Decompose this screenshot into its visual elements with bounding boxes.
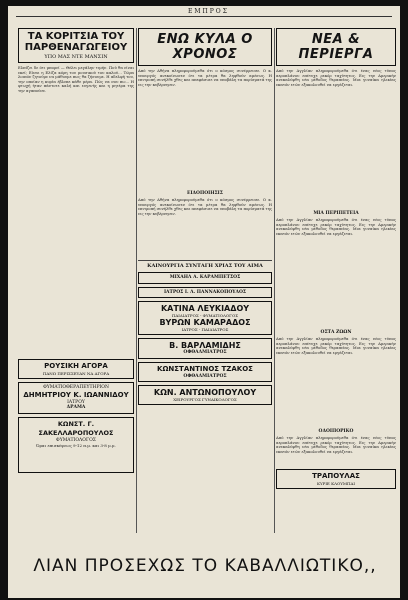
ad-varlamidis	[138, 338, 272, 359]
column-rule-2	[274, 28, 275, 533]
ad-kamaradios-role: ΙΑΤΡΟΣ - ΠΑΙΔΙΑΤΡΟΣ	[181, 327, 229, 332]
ad-varlamidis-role: ΟΦΘΑΛΜΙΑΤΡΟΣ	[183, 350, 227, 355]
ad-antonopoulou-name: ΚΩΝ. ΑΝΤΩΝΟΠΟΥΛΟΥ	[153, 388, 257, 397]
right-text: Από την Αγγλίαν πληροφορούμεθα ότι ένας νέος τύπος αεροπλάνου επέτυχε ρεκόρ ταχύτητος. Εις την Αμερικήν ανεκαλύφθη νέα μέθοδος θεραπείας. Μια γυναίκα ηλικίας εκατόν ετών εξακολουθεί να εργάζεται.	[276, 69, 396, 87]
header-rule	[16, 16, 392, 17]
ad-antonopoulou-role: ΧΕΙΡΟΥΡΓΟΣ ΓΥΝΑΙΚΟΛΟΓΟΣ	[173, 397, 237, 402]
ad-russian-market-sub: ΠΑΝΩ ΠΕΡΙΣΣΕΥΑΝ ΝΑ ΑΓΟΡΑ	[42, 371, 110, 376]
ad-ioannidis	[18, 382, 134, 414]
ad-ioannidis-role: ΙΑΤΡΟΥ	[67, 399, 85, 405]
footer-announcement: ΛΙΑΝ ΠΡΟΣΕΧΩΣ ΤΟ ΚΑΒΑΛΛΙΩΤΙΚΟ,,	[33, 556, 377, 576]
middle-column	[138, 28, 272, 405]
middle-text-2: Από την Αθήνα πληροφορούμεθα ότι ο κόσμος συνέρρευσε. Ο κ. υπουργός ανεκοίνωσεν ότι τα μέτρα θα ληφθούν αμέσως. Η επιτροπή συνήλθε χθες και απεφάσισε να υποβάλη τα πορίσματά της εις την κυβέρνησιν.	[138, 198, 272, 216]
ad-ioannidis-city: ΔΡΑΜΑ	[66, 405, 86, 410]
ad-tzakos	[138, 362, 272, 383]
middle-rule	[138, 260, 272, 261]
ad-tzakos-role: ΟΦΘΑΛΜΙΑΤΡΟΣ	[183, 373, 227, 379]
middle-banner: ΕΝΩ ΚΥΛΑ Ο ΧΡΟΝΟΣ	[138, 28, 272, 66]
ad-trapoulas-title: ΤΡΑΠΟΥΛΑΣ	[312, 472, 360, 480]
right-subhead-1: ΜΙΑ ΠΕΡΙΠΕΤΕΙΑ	[313, 211, 359, 216]
ad-lefkiadou	[138, 301, 272, 335]
ad-trapoulas-text: ΚΥΡΙΕ ΚΛΟΥΜΠΑΙ	[317, 481, 355, 486]
ad-ioannidis-title: ΔΗΜΗΤΡΙΟΥ Κ. ΙΩΑΝΝΙΔΟΥ	[23, 390, 129, 399]
middle-subhead: ΕΙΔΟΠΟΙΗΣΙΣ	[187, 191, 223, 196]
ad-russian-market	[18, 359, 134, 379]
serial-text: Ελπίζει δε ότι μπορεί — Θέλει μεγάλην τιμήν. Πού θα είναι εκεί; Είναι η Ελίζα κόρη του μουσικού του καλού... Τώρα λοιπόν ζητούμε να μάθουμε πως θα ζήσουμε. Η αδελφή του, την οποίαν η κυρία έβλεπε κάθε μέρα. Πώς να σου πω... Η φτωχή ήταν πάντοτε καλή και ευγενής και η μητέρα της την αγαπούσε.	[18, 66, 134, 93]
ad-russian-market-title: ΡΟΥΣΙΚΗ ΑΓΟΡΑ	[44, 362, 108, 370]
right-column	[276, 28, 396, 489]
ad-trapoulas	[276, 469, 396, 489]
ad-sakellaropoulos-title: ΚΩΝΣΤ. Γ. ΣΑΚΕΛΛΑΡΟΠΟΥΛΟΣ	[38, 419, 114, 437]
ad-tzakos-name: ΚΩΝΣΤΑΝΤΙΝΟΣ ΤΖΑΚΟΣ	[157, 364, 253, 373]
serial-subtitle: ΥΠΟ ΜΑΣ ΝΤΕ ΜΑΝΣΙΝ	[44, 54, 108, 60]
newspaper-page	[8, 6, 400, 598]
ad-sakellaropoulos-sub: ΦΥΜΑΤΙΟΛΟΓΟΣ	[56, 437, 96, 443]
ad-sakellaropoulos	[18, 417, 134, 473]
right-subhead-2: ΟΣΤΑ ΖΩΩΝ	[320, 330, 352, 335]
middle-headline: ΚΑΙΝΟΥΡΓΙΑ ΣΥΝΤΑΓΗ ΧΡΙΑΣ ΤΟΥ ΑΙΜΑ	[147, 263, 263, 269]
ad-lefkiadou-role: ΠΑΙΔΙΑΤΡΟΣ - ΦΥΜΑΤΙΟΛΟΓΟΣ	[171, 313, 239, 318]
left-column	[18, 28, 134, 473]
ad-pannakopoulos-name: ΙΑΤΡΟΣ Ι. Λ. ΠΑΝΝΑΚΟΠΟΥΛΟΣ	[163, 289, 247, 295]
ad-karampetsos-name: ΜΙΧΑΗΛ Α. ΚΑΡΑΜΠΕΤΣΟΣ	[169, 275, 241, 280]
ad-lefkiadou-name: ΚΑΤΙΝΑ ΛΕΥΚΙΑΔΟΥ	[160, 304, 250, 313]
right-text-3: Από την Αγγλίαν πληροφορούμεθα ότι ένας νέος τύπος αεροπλάνου επέτυχε ρεκόρ ταχύτητος. Εις την Αμερικήν ανεκαλύφθη νέα μέθοδος θεραπείας. Μια γυναίκα ηλικίας εκατόν ετών εξακολουθεί να εργάζεται.	[276, 337, 396, 355]
serial-title: ΤΑ ΚΟΡΙΤΣΙΑ ΤΟΥ ΠΑΡΘΕΝΑΓΩΓΕΙΟΥ	[24, 31, 128, 53]
ad-sakellaropoulos-text: Ώραι επισκέψεως 9-12 π.μ. και 3-8 μ.μ.	[36, 443, 116, 448]
ad-ioannidis-sub: ΦΥΜΑΤΙΟΘΕΡΑΠΕΥΤΗΡΙΟΝ	[43, 385, 109, 390]
ad-kamaradios-name: ΒΥΡΩΝ ΚΑΜΑΡΑΔΟΣ	[159, 318, 251, 327]
ad-karampetsos	[138, 272, 272, 284]
right-subhead-3: ΟΔΟΙΠΟΡΙΚΟ	[318, 429, 354, 434]
ad-pannakopoulos	[138, 287, 272, 299]
serial-title-box	[18, 28, 134, 63]
running-head: ΕΜΠΡΟΣ	[188, 8, 229, 15]
ad-varlamidis-name: Β. ΒΑΡΛΑΜΙΔΗΣ	[169, 341, 241, 350]
right-banner: ΝΕΑ & ΠΕΡΙΕΡΓΑ	[276, 28, 396, 66]
right-text-2: Από την Αγγλίαν πληροφορούμεθα ότι ένας νέος τύπος αεροπλάνου επέτυχε ρεκόρ ταχύτητος. Εις την Αμερικήν ανεκαλύφθη νέα μέθοδος θεραπείας. Μια γυναίκα ηλικίας εκατόν ετών εξακολουθεί να εργάζεται.	[276, 218, 396, 236]
column-rule-1	[136, 28, 137, 533]
ad-antonopoulou	[138, 385, 272, 405]
middle-text: Από την Αθήνα πληροφορούμεθα ότι ο κόσμος συνέρρευσε. Ο κ. υπουργός ανεκοίνωσεν ότι τα μέτρα θα ληφθούν αμέσως. Η επιτροπή συνήλθε χθες και απεφάσισε να υποβάλη τα πορίσματά της εις την κυβέρνησιν.	[138, 69, 272, 87]
right-text-4: Από την Αγγλίαν πληροφορούμεθα ότι ένας νέος τύπος αεροπλάνου επέτυχε ρεκόρ ταχύτητος. Εις την Αμερικήν ανεκαλύφθη νέα μέθοδος θεραπείας. Μια γυναίκα ηλικίας εκατόν ετών εξακολουθεί να εργάζεται.	[276, 436, 396, 454]
